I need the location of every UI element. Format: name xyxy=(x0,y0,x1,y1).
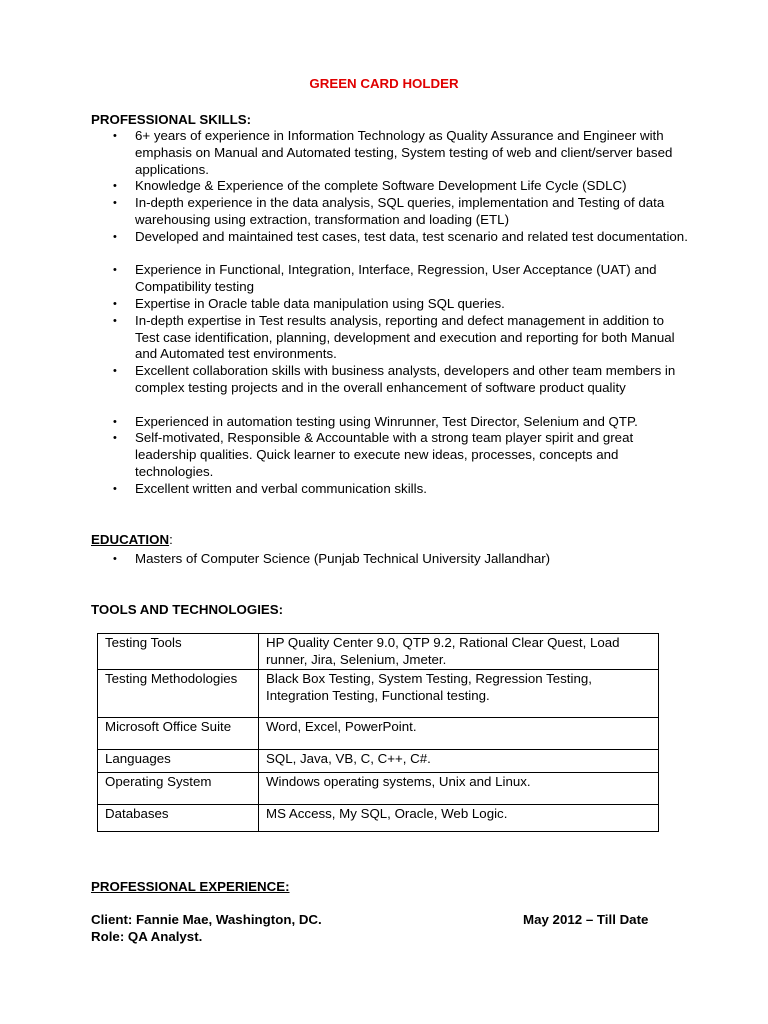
tools-table xyxy=(97,633,659,832)
education-heading: EDUCATION: xyxy=(91,532,173,547)
employment-dates: May 2012 – Till Date xyxy=(523,912,649,927)
table-cell-key: Languages xyxy=(98,750,259,773)
page-title: GREEN CARD HOLDER xyxy=(309,76,459,91)
bullet-icon: • xyxy=(113,365,117,378)
table-cell-key: Databases xyxy=(98,805,259,832)
bullet-icon: • xyxy=(113,314,117,327)
bullet-icon: • xyxy=(113,297,117,310)
list-item: • Experience in Functional, Integration, Interface, Regression, User Acceptance (UAT) and Compatibility testing xyxy=(113,262,657,295)
table-cell-key: Testing Tools xyxy=(98,634,259,670)
table-cell-key: Testing Methodologies xyxy=(98,670,259,718)
list-item: • Excellent collaboration skills with business analysts, developers and other team members in complex testing projects and in the overall enhancement of software product quality xyxy=(113,363,676,395)
table-row xyxy=(98,750,659,773)
bullet-icon: • xyxy=(113,197,117,210)
bullet-icon: • xyxy=(113,264,117,277)
table-cell-value: Windows operating systems, Unix and Linux. xyxy=(259,773,659,805)
list-item: • Expertise in Oracle table data manipulation using SQL queries. xyxy=(113,295,505,311)
table-cell-value: SQL, Java, VB, C, C++, C#. xyxy=(259,750,659,773)
bullet-icon: • xyxy=(113,230,117,243)
table-cell-value: MS Access, My SQL, Oracle, Web Logic. xyxy=(259,805,659,832)
bullet-icon: • xyxy=(113,553,117,565)
bullet-icon: • xyxy=(113,180,117,193)
list-item: • Self-motivated, Responsible & Accountable with a strong team player spirit and great leadership qualities. Quick learner to execute new ideas, processes, concepts and technologies. xyxy=(113,430,634,479)
table-row xyxy=(98,718,659,750)
table-row xyxy=(98,670,659,718)
bullet-icon: • xyxy=(113,482,117,495)
bullet-icon: • xyxy=(113,130,117,142)
list-item: • In-depth expertise in Test results analysis, reporting and defect management in addition to Test case identification, planning, development and execution and reporting for both Manual and Automated test environments. xyxy=(113,312,675,362)
list-item: • In-depth experience in the data analysis, SQL queries, implementation and Testing of data warehousing using extraction, transformation and loading (ETL) xyxy=(113,195,665,227)
list-item: • Masters of Computer Science (Punjab Technical University Jallandhar) xyxy=(113,551,551,566)
education-list xyxy=(0,551,690,568)
table-row xyxy=(98,773,659,805)
table-cell-key: Microsoft Office Suite xyxy=(98,718,259,750)
table-cell-value: Word, Excel, PowerPoint. xyxy=(259,718,659,750)
skills-list xyxy=(0,128,690,498)
bullet-icon: • xyxy=(113,415,117,428)
skills-heading: PROFESSIONAL SKILLS: xyxy=(91,112,252,127)
table-row xyxy=(98,634,659,670)
list-item: • Experienced in automation testing using Winrunner, Test Director, Selenium and QTP. xyxy=(113,413,638,429)
tools-heading: TOOLS AND TECHNOLOGIES: xyxy=(91,602,284,617)
list-item: • Developed and maintained test cases, test data, test scenario and related test documentation. xyxy=(113,228,688,244)
list-item: • 6+ years of experience in Information Technology as Quality Assurance and Engineer with emphasis on Manual and Automated testing, System testing of web and client/server based applications. xyxy=(113,128,673,177)
experience-heading: PROFESSIONAL EXPERIENCE: xyxy=(91,879,290,894)
client-line: Client: Fannie Mae, Washington, DC. xyxy=(91,912,322,927)
bullet-icon: • xyxy=(113,432,117,445)
role-line: Role: QA Analyst. xyxy=(91,929,203,944)
table-cell-value: Black Box Testing, System Testing, Regression Testing, Integration Testing, Functional testing. xyxy=(259,670,659,718)
table-row xyxy=(98,805,659,832)
list-item: • Knowledge & Experience of the complete Software Development Life Cycle (SDLC) xyxy=(113,178,627,194)
list-item: • Excellent written and verbal communication skills. xyxy=(113,480,427,496)
table-cell-key: Operating System xyxy=(98,773,259,805)
table-cell-value: HP Quality Center 9.0, QTP 9.2, Rational Clear Quest, Load runner, Jira, Selenium, Jmeter. xyxy=(259,634,659,670)
